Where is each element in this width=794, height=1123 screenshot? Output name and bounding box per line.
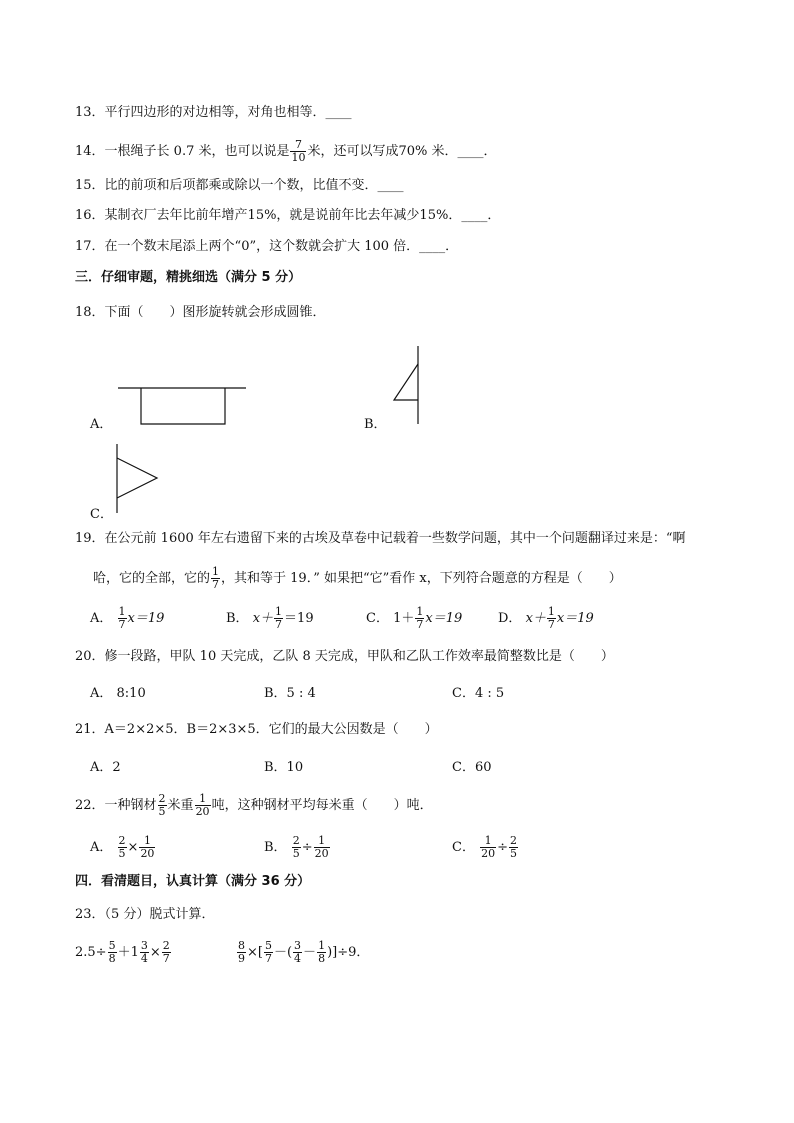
q19-option-a: [90, 606, 164, 631]
frac-num: 2: [118, 834, 126, 847]
frac-num: 1: [314, 835, 330, 848]
frac-num: 1: [195, 793, 211, 806]
frac-num: 1: [139, 835, 155, 848]
option-label: D．: [498, 611, 522, 626]
fraction-2-5: [118, 835, 127, 860]
fraction: [264, 940, 273, 965]
q18-option-b-label: B．: [364, 417, 387, 432]
q21-option-b: B．10: [264, 760, 304, 775]
frac-num: 5: [108, 939, 116, 952]
option-label: C．: [366, 611, 389, 626]
frac-den: 7: [264, 952, 272, 965]
question-18: 18．下面（ ）图形旋转就会形成圆锥．: [75, 305, 326, 320]
q22-prefix: 22．一种钢材: [75, 798, 157, 813]
question-16: 16．某制衣厂去年比前年增产15%，就是说前年比去年减少15%．____．: [75, 208, 501, 223]
q20-option-b: B．5 : 4: [264, 686, 316, 701]
q23-expression-2: [236, 940, 369, 965]
frac-num: 1: [118, 605, 126, 618]
section-4-title: 四．看清题目，认真计算（满分 36 分）: [75, 874, 311, 889]
option-expr: 1＋: [393, 611, 415, 626]
expr-part: －(: [273, 945, 293, 960]
frac-den: 7: [416, 618, 424, 631]
q23-expression-1: [75, 940, 172, 965]
question-23: 23．（5 分）脱式计算．: [75, 907, 215, 922]
q18-option-a-label: A．: [90, 417, 113, 432]
frac-num: 2: [292, 834, 300, 847]
frac-num: 1: [547, 605, 555, 618]
frac-den: 4: [140, 952, 148, 965]
fraction: [140, 940, 149, 965]
fraction-1-20: [195, 793, 211, 818]
q19-line2-suffix: ，其和等于 19．” 如果把“它”看作 x，下列符合题意的方程是（ ）: [221, 571, 622, 586]
question-21: 21．A＝2×2×5．B＝2×3×5．它们的最大公因数是（ ）: [75, 722, 438, 737]
frac-den: 5: [510, 847, 517, 860]
frac-num: 2: [162, 939, 170, 952]
frac-den: 20: [195, 805, 210, 818]
fraction-2-5: [158, 793, 167, 818]
option-expr: x＝19: [127, 611, 165, 626]
frac-num: 1: [318, 939, 326, 952]
q19-option-c: [366, 606, 462, 631]
operator: ×: [127, 840, 139, 855]
frac-den: 8: [108, 952, 116, 965]
q22-option-c: [452, 835, 519, 860]
question-22: [75, 793, 433, 818]
frac-den: 5: [158, 805, 166, 818]
figure-a-rectangle-on-axis: [118, 388, 246, 424]
expr-part: 2.5÷: [75, 945, 107, 960]
frac-den: 5: [118, 847, 126, 860]
frac-den: 20: [481, 847, 496, 860]
option-expr: x＋: [252, 611, 274, 626]
option-label: B．: [226, 611, 249, 626]
q22-option-a: [90, 835, 156, 860]
expr-part: －: [303, 945, 317, 960]
q19-line2-prefix: 哈，它的全部，它的: [93, 571, 211, 586]
frac-den: 20: [314, 847, 329, 860]
fraction: [317, 940, 326, 965]
fraction: [237, 940, 246, 965]
frac-den: 10: [291, 151, 306, 164]
question-15: 15．比的前项和后项都乘或除以一个数，比值不变．____: [75, 178, 404, 193]
q14-prefix: 14．一根绳子长 0.7 米，也可以说是: [75, 144, 290, 159]
q14-suffix: 米，还可以写成70% 米．____．: [307, 144, 497, 159]
q22-option-b: [264, 835, 331, 860]
q19-option-b: [226, 606, 314, 631]
fraction-1-7: [211, 566, 220, 591]
figure-c-triangle-on-axis: [117, 444, 157, 513]
frac-den: 20: [140, 847, 155, 860]
fraction-2-5: [509, 835, 518, 860]
question-19-line1: 19．在公元前 1600 年左右遗留下来的古埃及草卷中记载着一些数学问题，其中一个问题翻译过来是：“啊: [75, 531, 686, 546]
option-expr: x＝19: [425, 611, 463, 626]
option-expr: x＝19: [556, 611, 594, 626]
question-13: 13．平行四边形的对边相等，对角也相等．____: [75, 105, 352, 120]
operator: ÷: [497, 840, 508, 855]
frac-num: 5: [264, 939, 272, 952]
q20-option-c: C．4 : 5: [452, 686, 505, 701]
frac-num: 7: [290, 139, 306, 152]
fraction: [293, 940, 302, 965]
frac-num: 2: [510, 834, 517, 847]
fraction-1-20: [139, 835, 155, 860]
frac-num: 2: [158, 792, 166, 805]
section-3-title: 三．仔细审题，精挑细选（满分 5 分）: [75, 270, 302, 285]
q21-option-a: A．2: [90, 760, 121, 775]
frac-den: 7: [547, 618, 555, 631]
q21-option-c: C．60: [452, 760, 492, 775]
question-20: 20．修一段路，甲队 10 天完成，乙队 8 天完成，甲队和乙队工作效率最简整数比是（ ）: [75, 649, 614, 664]
fraction-2-5: [292, 835, 301, 860]
expr-part: ×: [149, 945, 161, 960]
frac-den: 7: [275, 618, 283, 631]
frac-num: 1: [275, 605, 283, 618]
option-label: A．: [90, 611, 113, 626]
frac-num: 1: [416, 605, 424, 618]
q22-suffix: 吨，这种钢材平均每米重（ ）吨．: [211, 798, 433, 813]
figure-b-triangle-on-axis: [394, 346, 418, 424]
question-19-line2: [93, 566, 622, 591]
frac-num: 3: [140, 939, 148, 952]
option-expr: x＋: [525, 611, 546, 626]
fraction-1-20: [480, 835, 496, 860]
q18-option-c-label: C．: [90, 507, 113, 522]
frac-den: 9: [238, 952, 245, 965]
expr-part: )]÷9．: [327, 945, 370, 960]
fraction: [162, 940, 171, 965]
frac-den: 5: [292, 847, 300, 860]
option-label: B．: [264, 840, 287, 855]
frac-num: 3: [294, 939, 302, 952]
expr-part: ＋1: [117, 945, 139, 960]
q19-option-d: [498, 606, 594, 631]
expr-part: ×[: [247, 945, 263, 960]
fraction: [108, 940, 117, 965]
question-17: 17．在一个数末尾添上两个“0”，这个数就会扩大 100 倍．____．: [75, 239, 459, 254]
operator: ÷: [301, 840, 313, 855]
option-expr: ＝19: [284, 611, 314, 626]
frac-num: 8: [238, 939, 245, 952]
fraction-1-7: [415, 606, 424, 631]
frac-num: 1: [212, 565, 220, 578]
fraction-1-7: [547, 606, 556, 631]
fraction-1-7: [274, 606, 283, 631]
fraction-1-20: [314, 835, 330, 860]
frac-den: 8: [318, 952, 326, 965]
option-label: A．: [90, 840, 113, 855]
frac-den: 7: [162, 952, 170, 965]
fraction-1-7: [118, 606, 127, 631]
frac-den: 4: [294, 952, 302, 965]
q22-middle: 米重: [167, 798, 194, 813]
frac-den: 7: [118, 618, 126, 631]
option-label: C．: [452, 840, 475, 855]
frac-den: 7: [212, 578, 220, 591]
q20-option-a: A． 8:10: [90, 686, 146, 701]
frac-num: 1: [480, 835, 496, 848]
